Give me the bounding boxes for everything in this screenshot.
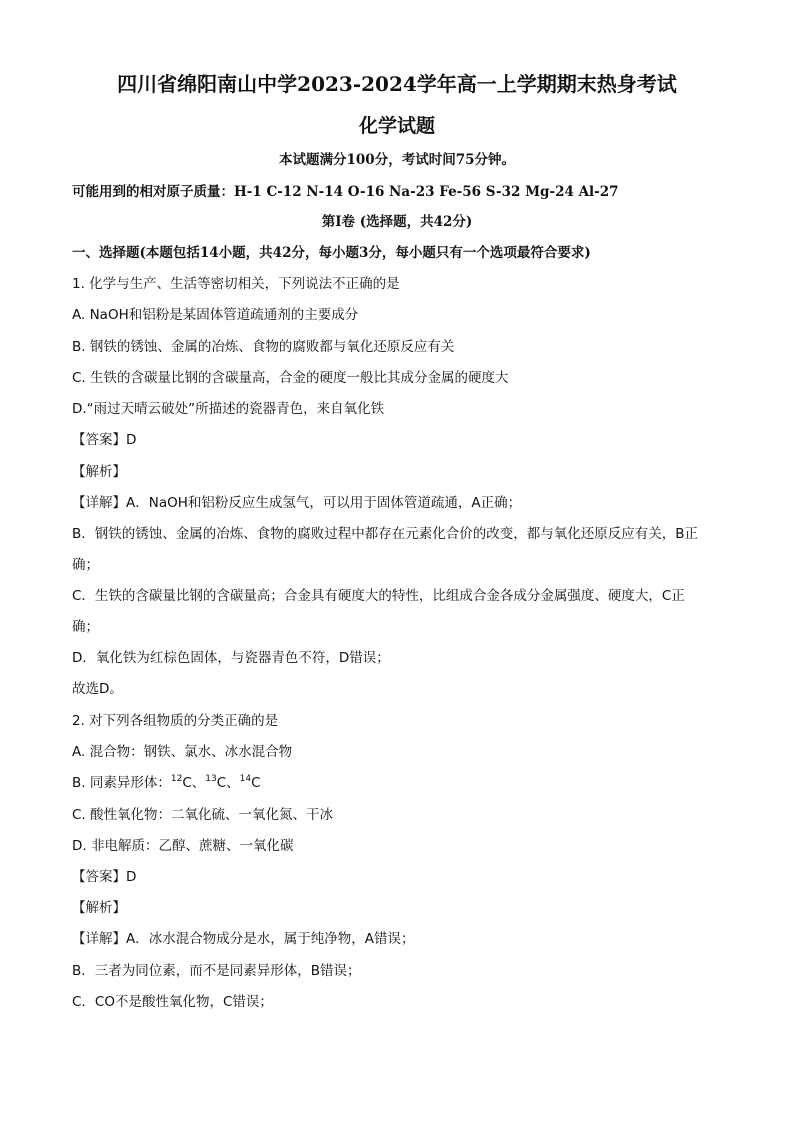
- question-2-stem: 2. 对下列各组物质的分类正确的是: [72, 713, 279, 729]
- question-2-option-c: C. 酸性氧化物：二氧化硫、一氧化氮、干冰: [72, 807, 334, 823]
- mass-number: 14: [239, 774, 252, 784]
- question-2-option-d: D. 非电解质：乙醇、蔗糖、一氧化碳: [72, 838, 294, 854]
- question-2-option-a: A. 混合物：钢铁、氯水、冰水混合物: [72, 744, 293, 760]
- isotope-symbol: C、: [182, 775, 206, 791]
- option-b-prefix: B. 同素异形体：: [72, 775, 171, 791]
- question-1-detail: 确；: [72, 557, 99, 573]
- question-2-detail: C．CO不是酸性氧化物，C错误；: [72, 994, 273, 1010]
- mass-number: 13: [205, 774, 217, 784]
- mass-number: 12: [170, 774, 183, 784]
- atomic-masses: 可能用到的相对原子质量：H-1 C-12 N-14 O-16 Na-23 Fe-56 S-32 Mg-24 Al-27: [72, 184, 619, 200]
- question-1-option-c: C. 生铁的含碳量比钢的含碳量高，合金的硬度一般比其成分金属的硬度大: [72, 370, 509, 386]
- question-1-detail: B．钢铁的锈蚀、金属的冶炼、食物的腐败过程中都存在元素化合价的改变，都与氧化还原反应有关，B正: [72, 526, 699, 542]
- isotope-symbol: C、: [216, 775, 240, 791]
- question-1-detail: 【详解】A．NaOH和铝粉反应生成氢气，可以用于固体管道疏通，A正确；: [72, 495, 522, 511]
- question-1-conclusion: 故选D。: [72, 681, 123, 697]
- question-2-analysis-label: 【解析】: [72, 900, 126, 916]
- isotope-symbol: C: [251, 775, 261, 791]
- question-1-analysis-label: 【解析】: [72, 464, 126, 480]
- section-heading: 一、选择题(本题包括14小题，共42分，每小题3分，每小题只有一个选项最符合要求): [72, 245, 591, 261]
- question-1-option-d: D.“雨过天晴云破处”所描述的瓷器青色，来自氧化铁: [72, 401, 385, 417]
- volume-title: 第Ⅰ卷 (选择题，共42分): [321, 214, 473, 230]
- question-2-detail: 【详解】A．冰水混合物成分是水，属于纯净物，A错误；: [72, 931, 415, 947]
- question-1-detail: 确；: [72, 619, 99, 635]
- question-2-detail: B．三者为同位素，而不是同素异形体，B错误；: [72, 963, 361, 979]
- page-title: 四川省绵阳南山中学2023-2024学年高一上学期期末热身考试: [117, 72, 677, 96]
- question-1-stem: 1. 化学与生产、生活等密切相关，下列说法不正确的是: [72, 276, 400, 292]
- question-2-option-b: [72, 773, 261, 793]
- subject-title: 化学试题: [358, 115, 435, 137]
- question-1-option-a: A. NaOH和铝粉是某固体管道疏通剂的主要成分: [72, 307, 359, 323]
- question-1-detail: C．生铁的含碳量比钢的含碳量高；合金具有硬度大的特性，比组成合金各成分金属强度、硬度大，C正: [72, 588, 685, 604]
- question-2-answer: 【答案】D: [72, 869, 137, 885]
- question-1-option-b: B. 钢铁的锈蚀、金属的冶炼、食物的腐败都与氧化还原反应有关: [72, 339, 455, 355]
- question-1-detail: D．氧化铁为红棕色固体，与瓷器青色不符，D错误；: [72, 650, 390, 666]
- question-1-answer: 【答案】D: [72, 432, 137, 448]
- exam-info: 本试题满分100分，考试时间75分钟。: [279, 152, 515, 168]
